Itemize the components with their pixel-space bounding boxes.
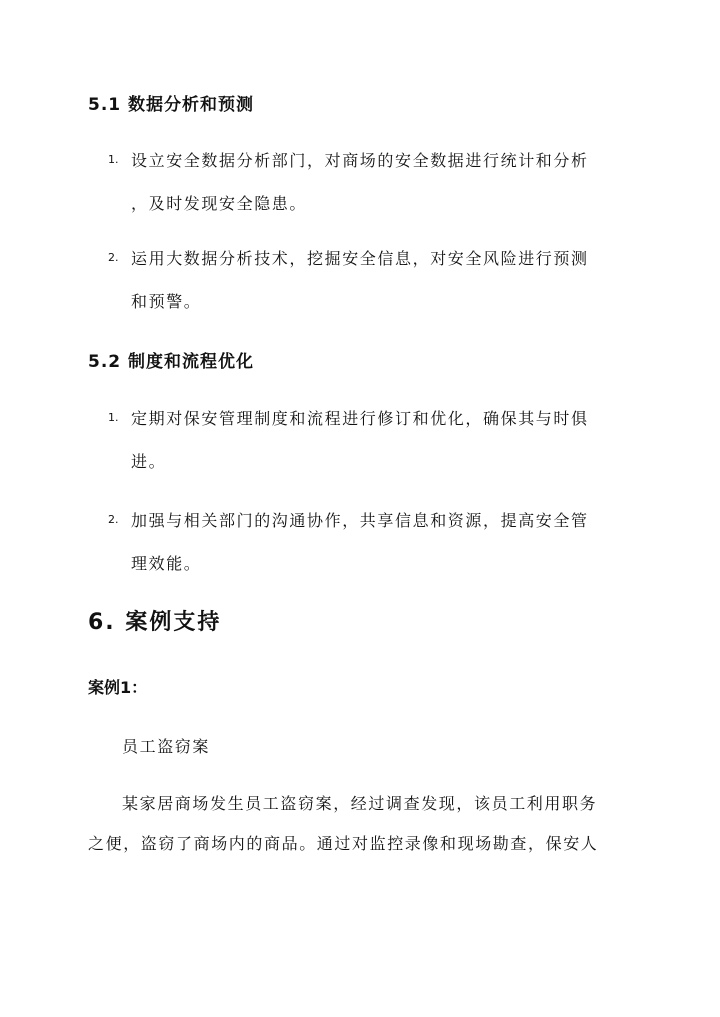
list-item-number: 2. bbox=[108, 251, 119, 264]
list-item-text: 加强与相关部门的沟通协作，共享信息和资源，提高安全管 bbox=[131, 511, 589, 530]
list-item-text-continued: 和预警。 bbox=[131, 292, 202, 311]
list-item-number: 1. bbox=[108, 411, 119, 424]
list-item-text: 定期对保安管理制度和流程进行修订和优化，确保其与时俱 bbox=[131, 409, 589, 428]
list-item-text-continued: ，及时发现安全隐患。 bbox=[131, 194, 308, 213]
list-item-text-continued: 进。 bbox=[131, 452, 167, 471]
list-item-number: 2. bbox=[108, 513, 119, 526]
section-5-1-heading: 5.1 数据分析和预测 bbox=[88, 95, 255, 115]
case-title: 员工盗窃案 bbox=[122, 737, 211, 756]
list-item-text-continued: 理效能。 bbox=[131, 554, 202, 573]
case-paragraph-line: 之便，盗窃了商场内的商品。通过对监控录像和现场勘查，保安人 bbox=[88, 834, 599, 853]
list-item-text: 设立安全数据分析部门，对商场的安全数据进行统计和分析 bbox=[131, 151, 589, 170]
section-6-heading: 6. 案例支持 bbox=[88, 610, 222, 635]
list-item-text: 运用大数据分析技术，挖掘安全信息，对安全风险进行预测 bbox=[131, 249, 589, 268]
section-5-2-heading: 5.2 制度和流程优化 bbox=[88, 352, 255, 372]
case-label: 案例1： bbox=[88, 678, 148, 697]
case-paragraph-line: 某家居商场发生员工盗窃案，经过调查发现，该员工利用职务 bbox=[122, 794, 598, 813]
list-item-number: 1. bbox=[108, 153, 119, 166]
